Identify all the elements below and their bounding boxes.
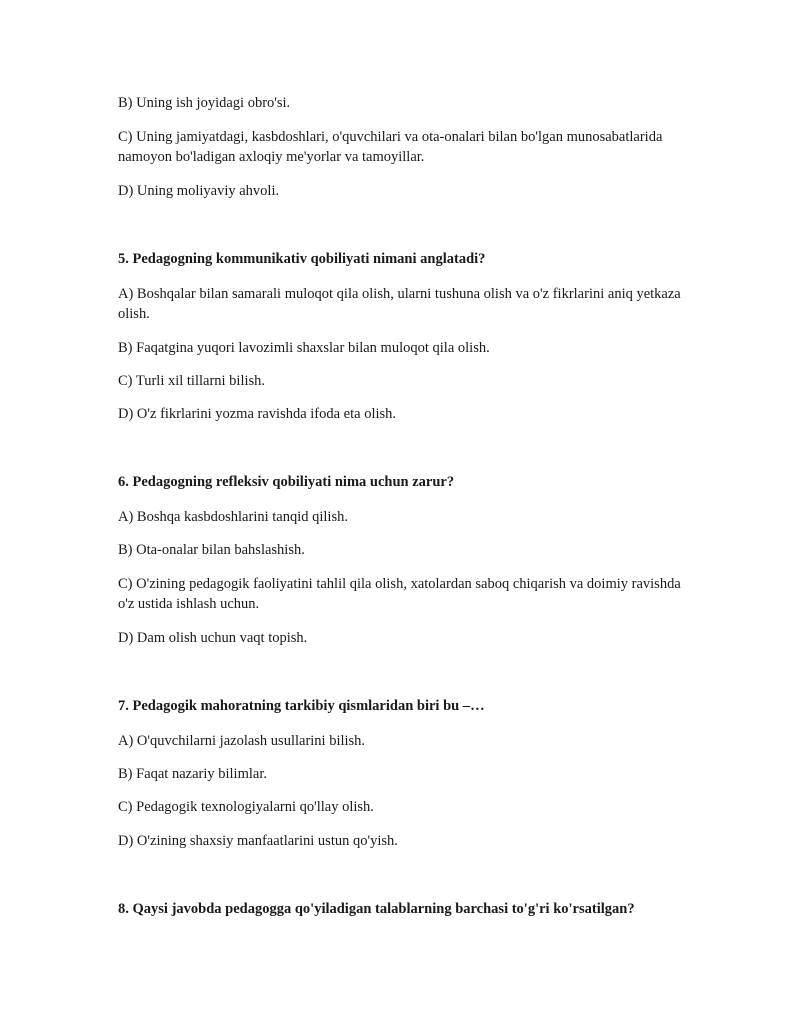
q8-title: 8. Qaysi javobda pedagogga qo'yiladigan talablarning barchasi to'g'ri ko'rsatilgan?: [118, 901, 635, 917]
q5-option-b: B) Faqatgina yuqori lavozimli shaxslar bilan muloqot qila olish.: [118, 340, 490, 356]
q5-option-c: C) Turli xil tillarni bilish.: [118, 373, 266, 389]
q7-option-c: C) Pedagogik texnologiyalarni qo'llay olish.: [118, 799, 374, 815]
q6-option-b: B) Ota-onalar bilan bahslashish.: [118, 542, 305, 558]
q4-option-b: B) Uning ish joyidagi obro'si.: [118, 95, 291, 111]
q7-option-a: A) O'quvchilarni jazolash usullarini bilish.: [118, 733, 366, 749]
q6-option-c: C) O'zining pedagogik faoliyatini tahlil qila olish, xatolardan saboq chiqarish va doimiy ravishda o'z ustida ishlash uchun.: [118, 576, 681, 612]
q7-title: 7. Pedagogik mahoratning tarkibiy qismlaridan biri bu –…: [118, 698, 485, 714]
q4-option-d: D) Uning moliyaviy ahvoli.: [118, 183, 280, 199]
q6-title: 6. Pedagogning refleksiv qobiliyati nima uchun zarur?: [118, 474, 455, 490]
q5-option-a: A) Boshqalar bilan samarali muloqot qila olish, ularni tushuna olish va o'z fikrlarini aniq yetkaza olish.: [118, 286, 681, 322]
q6-option-a: A) Boshqa kasbdoshlarini tanqid qilish.: [118, 509, 348, 525]
q5-title: 5. Pedagogning kommunikativ qobiliyati nimani anglatadi?: [118, 251, 486, 267]
q4-option-c: C) Uning jamiyatdagi, kasbdoshlari, o'quvchilari va ota-onalari bilan bo'lgan munosabatlarida namoyon bo'ladigan axloqiy me'yorlar va tamoyillar.: [118, 129, 663, 165]
q5-option-d: D) O'z fikrlarini yozma ravishda ifoda eta olish.: [118, 406, 397, 422]
q7-option-d: D) O'zining shaxsiy manfaatlarini ustun qo'yish.: [118, 833, 398, 849]
q6-option-d: D) Dam olish uchun vaqt topish.: [118, 630, 308, 646]
q7-option-b: B) Faqat nazariy bilimlar.: [118, 766, 267, 782]
